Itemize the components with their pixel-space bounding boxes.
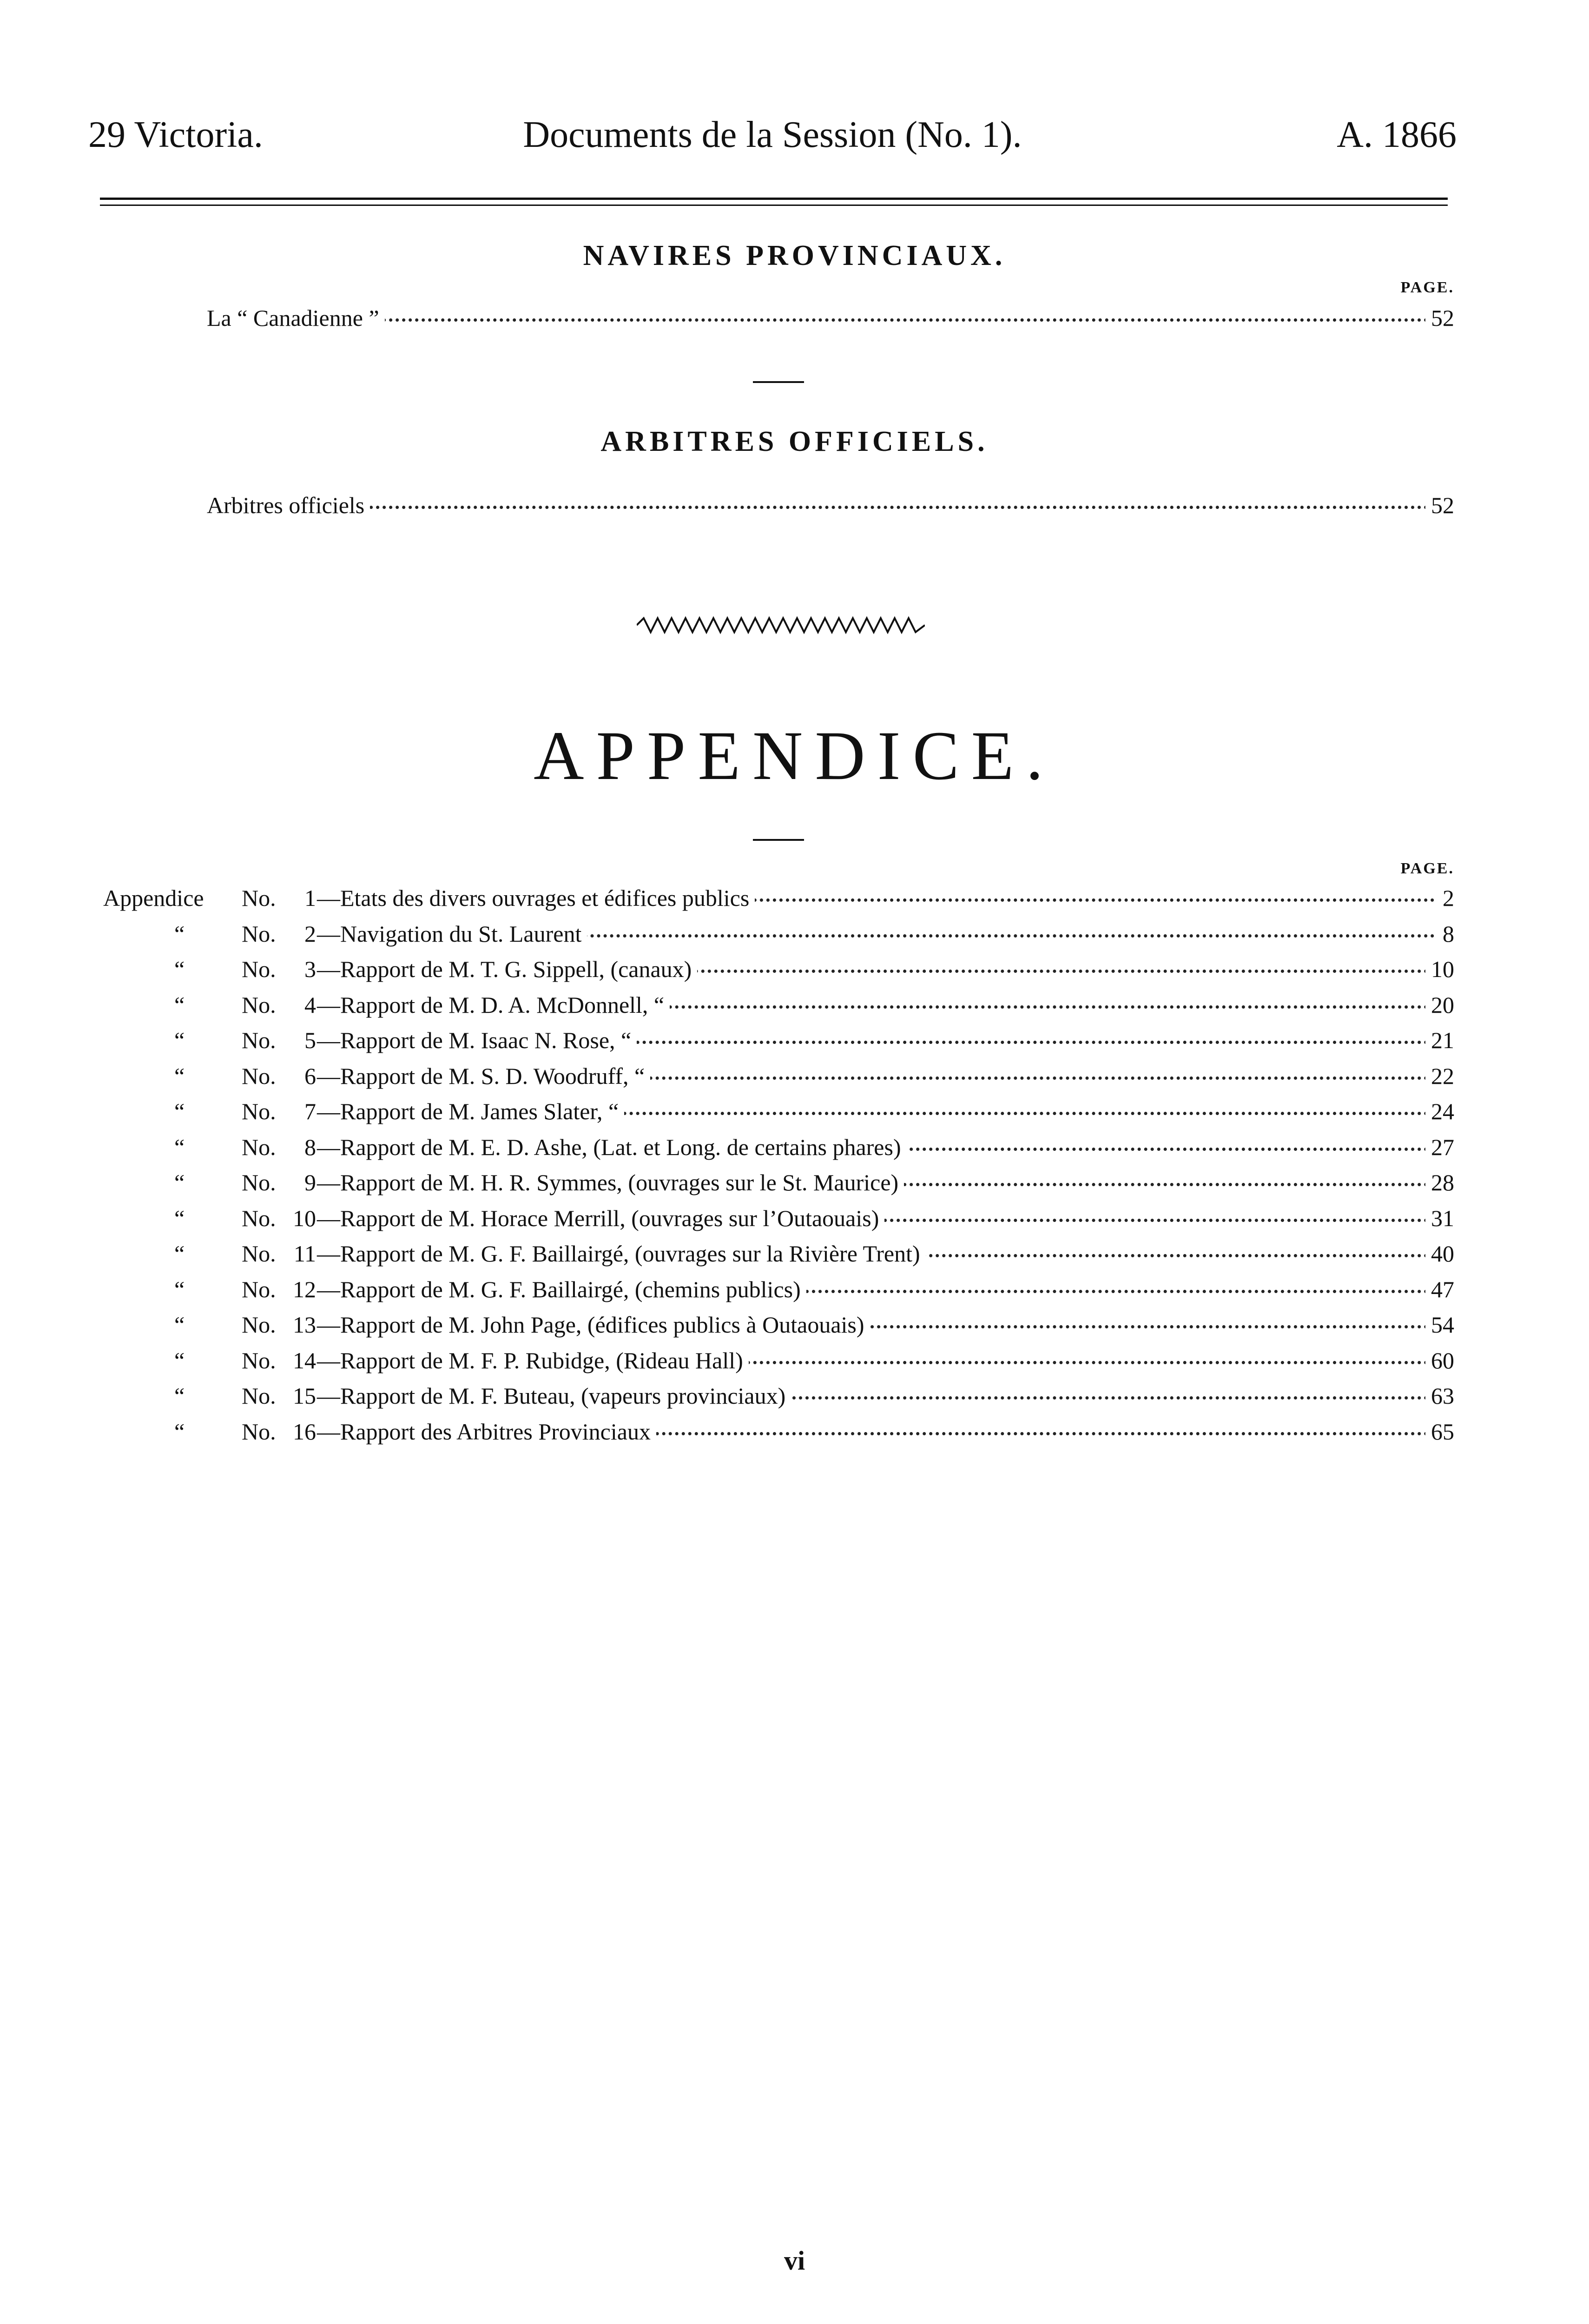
appendix-number: 3 bbox=[290, 956, 316, 983]
appendix-title-text: —Rapport de M. D. A. McDonnell, “ bbox=[317, 991, 670, 1018]
ditto-mark: “ bbox=[174, 1241, 185, 1267]
appendix-number: 7 bbox=[290, 1098, 316, 1125]
no-label: No. bbox=[242, 1241, 276, 1267]
appendix-number: 16 bbox=[290, 1418, 316, 1445]
no-label: No. bbox=[242, 1383, 276, 1409]
appendix-page: 10 bbox=[1425, 956, 1454, 983]
appendix-entry bbox=[290, 885, 1454, 912]
appendix-entry bbox=[290, 1027, 1454, 1055]
appendix-entry bbox=[290, 920, 1454, 948]
appendix-entry bbox=[290, 991, 1454, 1019]
page-column-head: PAGE. bbox=[1400, 279, 1454, 296]
ditto-mark: “ bbox=[174, 1205, 185, 1231]
appendix-number: 10 bbox=[290, 1205, 316, 1232]
appendix-row[interactable] bbox=[0, 1098, 1589, 1133]
appendix-title-text: —Rapport de M. G. F. Baillairgé, (chemins publics) bbox=[317, 1276, 806, 1303]
appendix-page: 65 bbox=[1425, 1418, 1454, 1445]
section-title-arbitres: ARBITRES OFFICIELS. bbox=[600, 426, 989, 457]
header-rule bbox=[100, 198, 1448, 200]
appendix-title-text: —Rapport de M. F. P. Rubidge, (Rideau Hall) bbox=[317, 1347, 749, 1374]
appendix-number: 15 bbox=[290, 1382, 316, 1409]
no-label: No. bbox=[242, 1312, 276, 1338]
ditto-mark: “ bbox=[174, 1383, 185, 1409]
no-label: No. bbox=[242, 1134, 276, 1160]
no-label: No. bbox=[242, 921, 276, 947]
appendix-entry bbox=[290, 956, 1454, 984]
appendix-number: 14 bbox=[290, 1347, 316, 1374]
appendix-title-text: —Rapport de M. T. G. Sippell, (canaux) bbox=[317, 956, 697, 983]
section-title-navires: NAVIRES PROVINCIAUX. bbox=[583, 240, 1006, 271]
wavy-ornament-icon bbox=[637, 614, 925, 637]
appendix-page: 47 bbox=[1425, 1276, 1454, 1303]
appendix-entry bbox=[290, 1205, 1454, 1233]
appendix-row[interactable] bbox=[0, 1205, 1589, 1240]
appendix-page: 22 bbox=[1425, 1063, 1454, 1089]
header-year: A. 1866 bbox=[1337, 114, 1457, 155]
appendix-number: 8 bbox=[290, 1134, 316, 1161]
no-label: No. bbox=[242, 1098, 276, 1124]
toc-entry[interactable] bbox=[207, 492, 1454, 520]
ditto-mark: “ bbox=[174, 956, 185, 982]
appendix-row[interactable] bbox=[0, 1382, 1589, 1418]
appendix-page: 8 bbox=[1437, 920, 1454, 947]
appendix-page: 20 bbox=[1425, 991, 1454, 1018]
appendix-title-text: —Rapport de M. John Page, (édifices publics à Outaouais) bbox=[317, 1311, 870, 1338]
appendix-number: 1 bbox=[290, 885, 316, 911]
page-column-head: PAGE. bbox=[1400, 860, 1454, 877]
appendix-row[interactable] bbox=[0, 1027, 1589, 1062]
no-label: No. bbox=[242, 1276, 276, 1302]
appendix-number: 12 bbox=[290, 1276, 316, 1303]
ditto-mark: “ bbox=[174, 1419, 185, 1445]
appendix-row[interactable] bbox=[0, 991, 1589, 1027]
appendix-entry bbox=[290, 1169, 1454, 1197]
appendix-number: 6 bbox=[290, 1063, 316, 1089]
ditto-mark: “ bbox=[174, 1063, 185, 1089]
appendix-row[interactable] bbox=[0, 1276, 1589, 1311]
section-divider bbox=[753, 839, 804, 841]
entry-page: 52 bbox=[1425, 492, 1454, 519]
ditto-mark: “ bbox=[174, 1027, 185, 1053]
appendix-page: 40 bbox=[1425, 1240, 1454, 1267]
appendix-page: 54 bbox=[1425, 1311, 1454, 1338]
ditto-mark: “ bbox=[174, 1134, 185, 1160]
appendix-page: 24 bbox=[1425, 1098, 1454, 1125]
appendix-number: 9 bbox=[290, 1169, 316, 1196]
appendix-page: 63 bbox=[1425, 1382, 1454, 1409]
appendix-number: 4 bbox=[290, 991, 316, 1018]
appendix-entry bbox=[290, 1276, 1454, 1304]
running-header bbox=[88, 114, 1457, 170]
appendix-entry bbox=[290, 1418, 1454, 1446]
appendix-label: Appendice bbox=[103, 885, 204, 911]
appendice-title: APPENDICE. bbox=[534, 717, 1055, 794]
appendix-title-text: —Rapport de M. G. F. Baillairgé, (ouvrages sur la Rivière Trent) bbox=[317, 1240, 926, 1267]
appendix-page: 28 bbox=[1425, 1169, 1454, 1196]
ditto-mark: “ bbox=[174, 1347, 185, 1373]
header-session-title: Documents de la Session (No. 1). bbox=[523, 114, 1022, 155]
entry-label: Arbitres officiels bbox=[207, 492, 370, 519]
appendix-title-text: —Etats des divers ouvrages et édifices publics bbox=[317, 885, 755, 911]
no-label: No. bbox=[242, 1347, 276, 1373]
leader-dots bbox=[207, 318, 1454, 322]
appendix-row[interactable] bbox=[0, 885, 1589, 920]
appendix-title-text: —Navigation du St. Laurent bbox=[317, 920, 587, 947]
ditto-mark: “ bbox=[174, 992, 185, 1018]
appendix-row[interactable] bbox=[0, 1134, 1589, 1169]
entry-page: 52 bbox=[1425, 304, 1454, 331]
appendix-entry bbox=[290, 1240, 1454, 1268]
ditto-mark: “ bbox=[174, 1098, 185, 1124]
appendix-page: 21 bbox=[1425, 1027, 1454, 1054]
no-label: No. bbox=[242, 1419, 276, 1445]
appendix-entry bbox=[290, 1134, 1454, 1162]
appendix-title-text: —Rapport de M. James Slater, “ bbox=[317, 1098, 624, 1125]
appendix-row[interactable] bbox=[0, 1240, 1589, 1275]
header-rule-thin bbox=[100, 205, 1448, 206]
appendix-page: 60 bbox=[1425, 1347, 1454, 1374]
appendix-title-text: —Rapport de M. F. Buteau, (vapeurs provinciaux) bbox=[317, 1382, 791, 1409]
appendix-number: 11 bbox=[290, 1240, 316, 1267]
appendix-title-text: —Rapport de M. Isaac N. Rose, “ bbox=[317, 1027, 637, 1054]
no-label: No. bbox=[242, 956, 276, 982]
appendix-title-text: —Rapport de M. S. D. Woodruff, “ bbox=[317, 1063, 650, 1089]
entry-label: La “ Canadienne ” bbox=[207, 304, 385, 331]
appendix-row[interactable] bbox=[0, 956, 1589, 991]
ditto-mark: “ bbox=[174, 1312, 185, 1338]
no-label: No. bbox=[242, 885, 276, 911]
no-label: No. bbox=[242, 1027, 276, 1053]
appendix-entry bbox=[290, 1311, 1454, 1339]
appendix-entry bbox=[290, 1098, 1454, 1126]
appendix-row[interactable] bbox=[0, 1311, 1589, 1347]
appendix-page: 31 bbox=[1425, 1205, 1454, 1232]
appendix-title-text: —Rapport de M. E. D. Ashe, (Lat. et Long. de certains phares) bbox=[317, 1134, 907, 1161]
appendix-entry bbox=[290, 1063, 1454, 1090]
appendix-title-text: —Rapport de M. H. R. Symmes, (ouvrages sur le St. Maurice) bbox=[317, 1169, 904, 1196]
section-divider bbox=[753, 381, 804, 383]
header-regnal-year: 29 Victoria. bbox=[88, 114, 263, 155]
no-label: No. bbox=[242, 992, 276, 1018]
no-label: No. bbox=[242, 1169, 276, 1195]
appendix-title-text: —Rapport des Arbitres Provinciaux bbox=[317, 1418, 656, 1445]
appendix-row[interactable] bbox=[0, 1347, 1589, 1382]
ditto-mark: “ bbox=[174, 1169, 185, 1195]
appendix-number: 13 bbox=[290, 1311, 316, 1338]
appendix-number: 5 bbox=[290, 1027, 316, 1054]
appendix-page: 2 bbox=[1437, 885, 1454, 911]
ditto-mark: “ bbox=[174, 1276, 185, 1302]
ditto-mark: “ bbox=[174, 921, 185, 947]
appendix-number: 2 bbox=[290, 920, 316, 947]
appendix-entry bbox=[290, 1382, 1454, 1410]
appendix-entry bbox=[290, 1347, 1454, 1375]
appendix-page: 27 bbox=[1425, 1134, 1454, 1161]
appendix-row[interactable] bbox=[0, 1063, 1589, 1098]
appendix-row[interactable] bbox=[0, 920, 1589, 956]
toc-entry[interactable] bbox=[207, 304, 1454, 332]
no-label: No. bbox=[242, 1205, 276, 1231]
leader-dots bbox=[207, 506, 1454, 509]
appendix-row[interactable] bbox=[0, 1169, 1589, 1204]
appendix-row[interactable] bbox=[0, 1418, 1589, 1453]
page-folio: vi bbox=[784, 2245, 805, 2276]
appendix-title-text: —Rapport de M. Horace Merrill, (ouvrages sur l’Outaouais) bbox=[317, 1205, 884, 1232]
no-label: No. bbox=[242, 1063, 276, 1089]
